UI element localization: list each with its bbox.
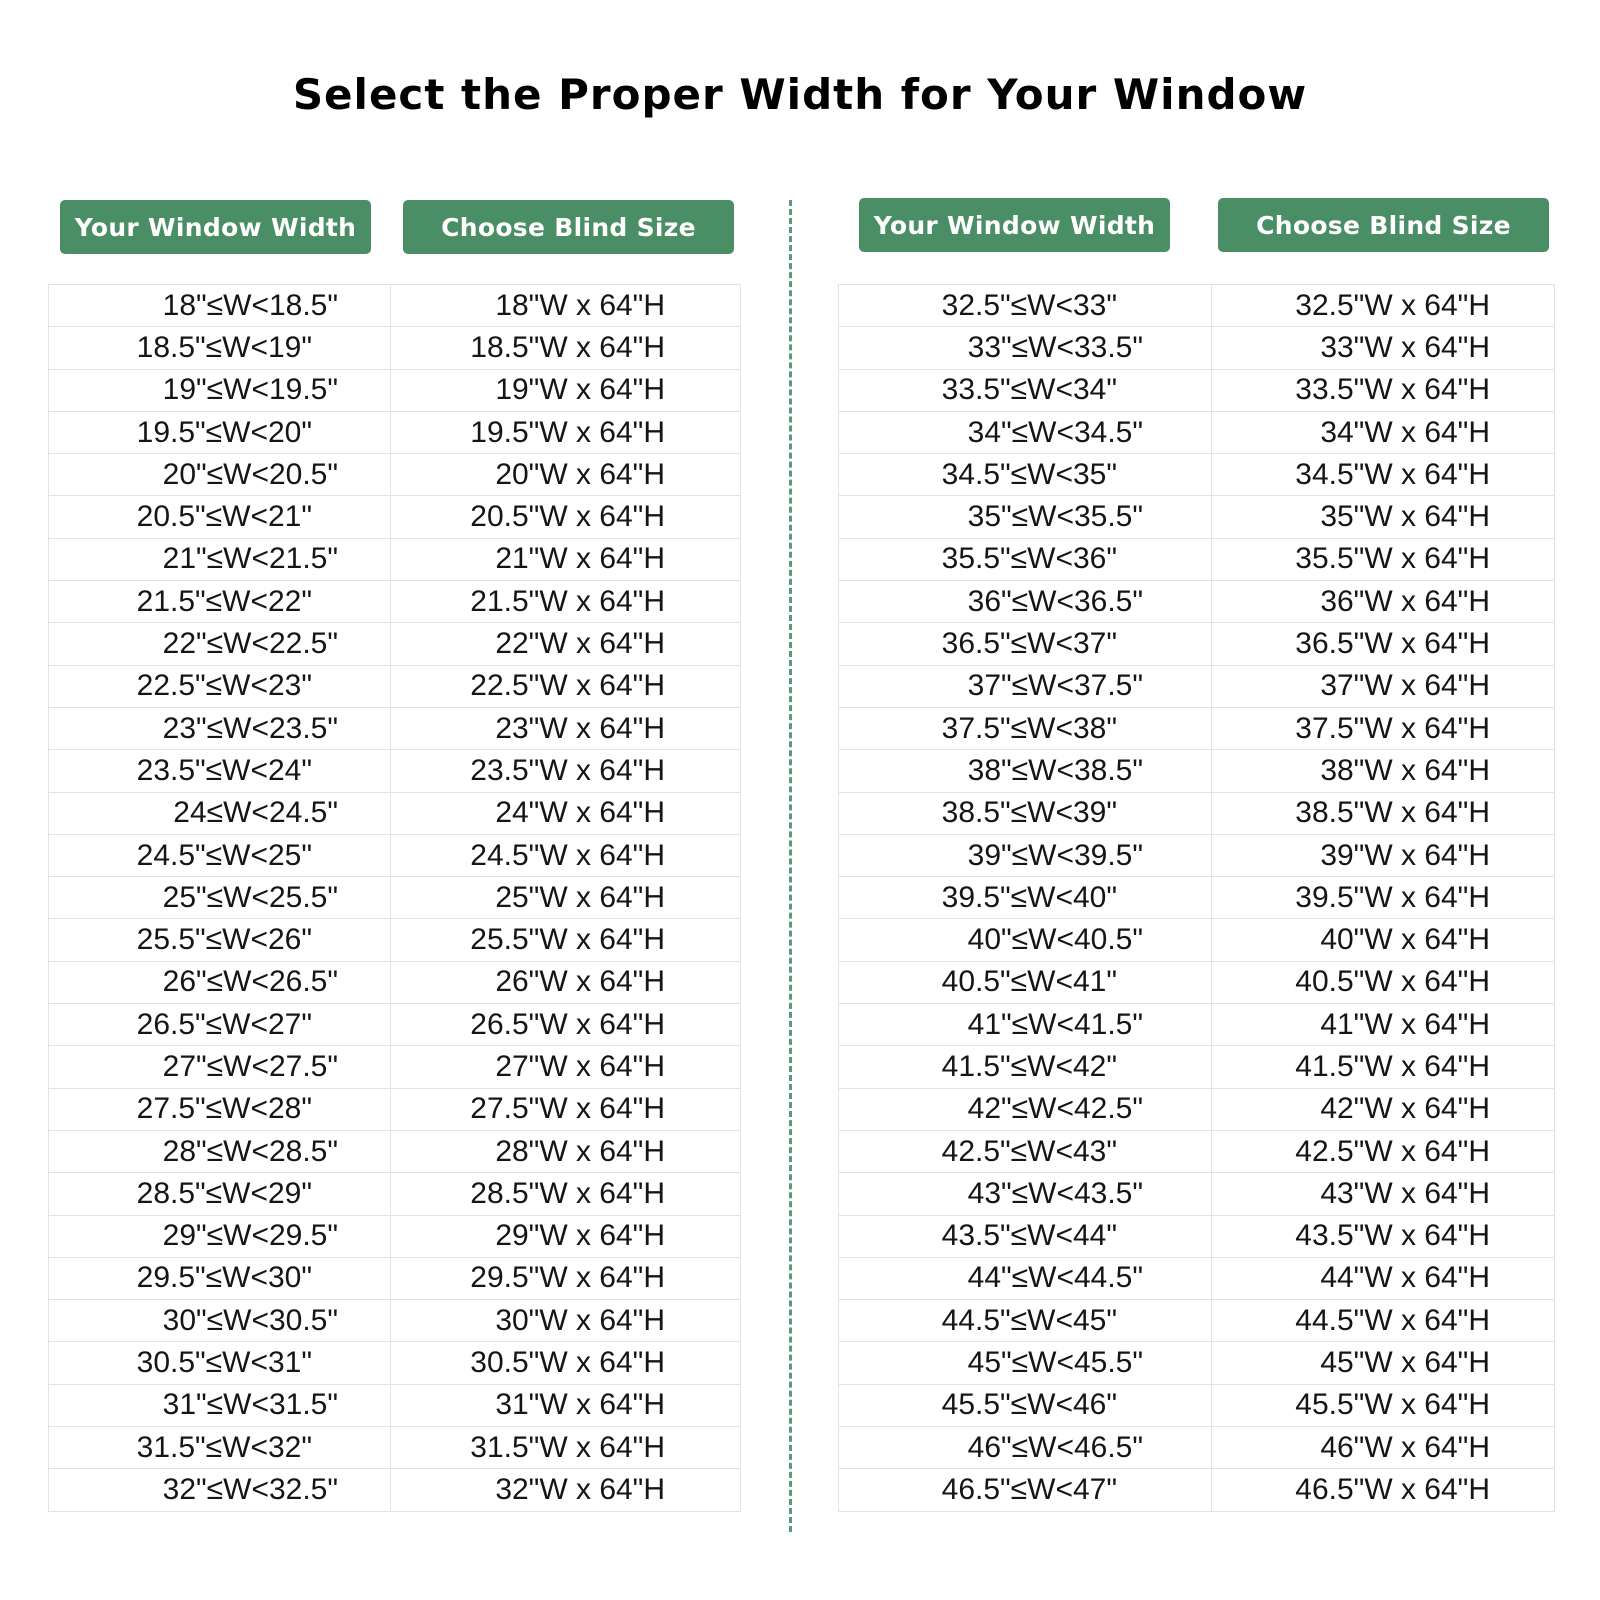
blind-size: 44.5"W x 64"H bbox=[1212, 1300, 1555, 1342]
table-row bbox=[49, 1173, 741, 1215]
window-width-range: 44"≤W<44.5" bbox=[839, 1257, 1212, 1299]
blind-size: 40"W x 64"H bbox=[1212, 919, 1555, 961]
table-row bbox=[839, 1257, 1555, 1299]
window-width-range: 30.5"≤W<31" bbox=[49, 1342, 391, 1384]
blind-size: 32"W x 64"H bbox=[391, 1469, 741, 1511]
table-row bbox=[49, 750, 741, 792]
window-width-range: 29"≤W<29.5" bbox=[49, 1215, 391, 1257]
table-row bbox=[839, 877, 1555, 919]
window-width-range: 44.5"≤W<45" bbox=[839, 1300, 1212, 1342]
table-row bbox=[49, 1130, 741, 1172]
table-row bbox=[49, 581, 741, 623]
window-width-range: 46.5"≤W<47" bbox=[839, 1469, 1212, 1511]
blind-size: 45.5"W x 64"H bbox=[1212, 1384, 1555, 1426]
window-width-range: 18"≤W<18.5" bbox=[49, 285, 391, 327]
blind-size: 18.5"W x 64"H bbox=[391, 327, 741, 369]
window-width-range: 19.5"≤W<20" bbox=[49, 411, 391, 453]
window-width-range: 45.5"≤W<46" bbox=[839, 1384, 1212, 1426]
window-width-range: 30"≤W<30.5" bbox=[49, 1300, 391, 1342]
table-row bbox=[49, 411, 741, 453]
window-width-range: 39.5"≤W<40" bbox=[839, 877, 1212, 919]
blind-size: 37"W x 64"H bbox=[1212, 665, 1555, 707]
table-row bbox=[49, 496, 741, 538]
blind-size: 46"W x 64"H bbox=[1212, 1427, 1555, 1469]
blind-size: 41"W x 64"H bbox=[1212, 1004, 1555, 1046]
blind-size: 21"W x 64"H bbox=[391, 538, 741, 580]
blind-size: 39"W x 64"H bbox=[1212, 834, 1555, 876]
table-row bbox=[839, 1342, 1555, 1384]
window-width-range: 38.5"≤W<39" bbox=[839, 792, 1212, 834]
table-row bbox=[49, 454, 741, 496]
window-width-range: 43.5"≤W<44" bbox=[839, 1215, 1212, 1257]
table-row bbox=[49, 1215, 741, 1257]
blind-size: 24.5"W x 64"H bbox=[391, 834, 741, 876]
window-width-range: 41.5"≤W<42" bbox=[839, 1046, 1212, 1088]
table-row bbox=[839, 454, 1555, 496]
window-width-range: 18.5"≤W<19" bbox=[49, 327, 391, 369]
table-row bbox=[49, 961, 741, 1003]
table-row bbox=[839, 919, 1555, 961]
table-row bbox=[49, 285, 741, 327]
table-row bbox=[49, 1088, 741, 1130]
right-size-header: Choose Blind Size bbox=[1218, 198, 1549, 252]
blind-size: 42"W x 64"H bbox=[1212, 1088, 1555, 1130]
window-width-range: 42"≤W<42.5" bbox=[839, 1088, 1212, 1130]
blind-size: 24"W x 64"H bbox=[391, 792, 741, 834]
blind-size: 44"W x 64"H bbox=[1212, 1257, 1555, 1299]
table-row bbox=[49, 369, 741, 411]
table-row bbox=[839, 750, 1555, 792]
table-row bbox=[839, 538, 1555, 580]
table-row bbox=[49, 1342, 741, 1384]
table-row bbox=[49, 327, 741, 369]
window-width-range: 22"≤W<22.5" bbox=[49, 623, 391, 665]
blind-size: 21.5"W x 64"H bbox=[391, 581, 741, 623]
blind-size: 43.5"W x 64"H bbox=[1212, 1215, 1555, 1257]
window-width-range: 36.5"≤W<37" bbox=[839, 623, 1212, 665]
blind-size: 23.5"W x 64"H bbox=[391, 750, 741, 792]
table-row bbox=[839, 623, 1555, 665]
table-row bbox=[49, 792, 741, 834]
table-row bbox=[49, 538, 741, 580]
table-row bbox=[49, 623, 741, 665]
window-width-range: 33.5"≤W<34" bbox=[839, 369, 1212, 411]
window-width-range: 40.5"≤W<41" bbox=[839, 961, 1212, 1003]
blind-size: 25"W x 64"H bbox=[391, 877, 741, 919]
window-width-range: 20.5"≤W<21" bbox=[49, 496, 391, 538]
blind-size: 46.5"W x 64"H bbox=[1212, 1469, 1555, 1511]
table-row bbox=[49, 707, 741, 749]
window-width-range: 23"≤W<23.5" bbox=[49, 707, 391, 749]
blind-size: 43"W x 64"H bbox=[1212, 1173, 1555, 1215]
blind-size: 34.5"W x 64"H bbox=[1212, 454, 1555, 496]
blind-size: 22.5"W x 64"H bbox=[391, 665, 741, 707]
table-row bbox=[839, 1300, 1555, 1342]
blind-size: 20"W x 64"H bbox=[391, 454, 741, 496]
window-width-range: 22.5"≤W<23" bbox=[49, 665, 391, 707]
left-width-header: Your Window Width bbox=[60, 200, 371, 254]
window-width-range: 24.5"≤W<25" bbox=[49, 834, 391, 876]
window-width-range: 41"≤W<41.5" bbox=[839, 1004, 1212, 1046]
blind-size: 30"W x 64"H bbox=[391, 1300, 741, 1342]
table-row bbox=[839, 792, 1555, 834]
table-row bbox=[49, 1300, 741, 1342]
blind-size: 39.5"W x 64"H bbox=[1212, 877, 1555, 919]
blind-size: 31"W x 64"H bbox=[391, 1384, 741, 1426]
window-width-range: 40"≤W<40.5" bbox=[839, 919, 1212, 961]
window-width-range: 21"≤W<21.5" bbox=[49, 538, 391, 580]
table-row bbox=[839, 1215, 1555, 1257]
right-size-table bbox=[838, 284, 1555, 1512]
window-width-range: 23.5"≤W<24" bbox=[49, 750, 391, 792]
blind-size: 32.5"W x 64"H bbox=[1212, 285, 1555, 327]
window-width-range: 26"≤W<26.5" bbox=[49, 961, 391, 1003]
table-row bbox=[839, 1004, 1555, 1046]
blind-size: 35.5"W x 64"H bbox=[1212, 538, 1555, 580]
table-row bbox=[839, 1173, 1555, 1215]
window-width-range: 27.5"≤W<28" bbox=[49, 1088, 391, 1130]
page-title: Select the Proper Width for Your Window bbox=[292, 70, 1308, 119]
blind-size: 19"W x 64"H bbox=[391, 369, 741, 411]
table-row bbox=[839, 961, 1555, 1003]
table-row bbox=[839, 1130, 1555, 1172]
blind-size: 30.5"W x 64"H bbox=[391, 1342, 741, 1384]
window-width-range: 33"≤W<33.5" bbox=[839, 327, 1212, 369]
window-width-range: 25"≤W<25.5" bbox=[49, 877, 391, 919]
table-row bbox=[49, 1384, 741, 1426]
blind-size: 33.5"W x 64"H bbox=[1212, 369, 1555, 411]
window-width-range: 39"≤W<39.5" bbox=[839, 834, 1212, 876]
window-width-range: 37.5"≤W<38" bbox=[839, 707, 1212, 749]
window-width-range: 37"≤W<37.5" bbox=[839, 665, 1212, 707]
window-width-range: 31"≤W<31.5" bbox=[49, 1384, 391, 1426]
window-width-range: 34.5"≤W<35" bbox=[839, 454, 1212, 496]
right-width-header: Your Window Width bbox=[859, 198, 1170, 252]
window-width-range: 46"≤W<46.5" bbox=[839, 1427, 1212, 1469]
window-width-range: 20"≤W<20.5" bbox=[49, 454, 391, 496]
blind-size: 28.5"W x 64"H bbox=[391, 1173, 741, 1215]
window-width-range: 32"≤W<32.5" bbox=[49, 1469, 391, 1511]
blind-size: 31.5"W x 64"H bbox=[391, 1427, 741, 1469]
table-row bbox=[839, 581, 1555, 623]
blind-size: 19.5"W x 64"H bbox=[391, 411, 741, 453]
blind-size: 34"W x 64"H bbox=[1212, 411, 1555, 453]
window-width-range: 35.5"≤W<36" bbox=[839, 538, 1212, 580]
blind-size: 36"W x 64"H bbox=[1212, 581, 1555, 623]
blind-size: 33"W x 64"H bbox=[1212, 327, 1555, 369]
blind-size: 29.5"W x 64"H bbox=[391, 1257, 741, 1299]
blind-size: 45"W x 64"H bbox=[1212, 1342, 1555, 1384]
blind-size: 38.5"W x 64"H bbox=[1212, 792, 1555, 834]
table-row bbox=[839, 834, 1555, 876]
blind-size: 42.5"W x 64"H bbox=[1212, 1130, 1555, 1172]
table-row bbox=[49, 877, 741, 919]
table-row bbox=[49, 1469, 741, 1511]
table-row bbox=[839, 327, 1555, 369]
left-size-table bbox=[48, 284, 741, 1512]
window-width-range: 43"≤W<43.5" bbox=[839, 1173, 1212, 1215]
blind-size: 26.5"W x 64"H bbox=[391, 1004, 741, 1046]
blind-size: 41.5"W x 64"H bbox=[1212, 1046, 1555, 1088]
window-width-range: 27"≤W<27.5" bbox=[49, 1046, 391, 1088]
window-width-range: 38"≤W<38.5" bbox=[839, 750, 1212, 792]
table-row bbox=[839, 1088, 1555, 1130]
table-row bbox=[839, 1046, 1555, 1088]
blind-size: 26"W x 64"H bbox=[391, 961, 741, 1003]
window-width-range: 19"≤W<19.5" bbox=[49, 369, 391, 411]
window-width-range: 26.5"≤W<27" bbox=[49, 1004, 391, 1046]
blind-size: 20.5"W x 64"H bbox=[391, 496, 741, 538]
table-row bbox=[49, 1257, 741, 1299]
window-width-range: 24≤W<24.5" bbox=[49, 792, 391, 834]
window-width-range: 45"≤W<45.5" bbox=[839, 1342, 1212, 1384]
left-size-header: Choose Blind Size bbox=[403, 200, 734, 254]
table-row bbox=[49, 1046, 741, 1088]
table-row bbox=[839, 285, 1555, 327]
window-width-range: 42.5"≤W<43" bbox=[839, 1130, 1212, 1172]
window-width-range: 25.5"≤W<26" bbox=[49, 919, 391, 961]
blind-size: 28"W x 64"H bbox=[391, 1130, 741, 1172]
window-width-range: 21.5"≤W<22" bbox=[49, 581, 391, 623]
window-width-range: 29.5"≤W<30" bbox=[49, 1257, 391, 1299]
blind-size: 27.5"W x 64"H bbox=[391, 1088, 741, 1130]
table-row bbox=[49, 1004, 741, 1046]
table-row bbox=[839, 1384, 1555, 1426]
table-row bbox=[49, 665, 741, 707]
table-row bbox=[839, 707, 1555, 749]
window-width-range: 31.5"≤W<32" bbox=[49, 1427, 391, 1469]
window-width-range: 32.5"≤W<33" bbox=[839, 285, 1212, 327]
window-width-range: 36"≤W<36.5" bbox=[839, 581, 1212, 623]
blind-size: 22"W x 64"H bbox=[391, 623, 741, 665]
blind-size: 37.5"W x 64"H bbox=[1212, 707, 1555, 749]
window-width-range: 28"≤W<28.5" bbox=[49, 1130, 391, 1172]
table-row bbox=[839, 665, 1555, 707]
blind-size: 38"W x 64"H bbox=[1212, 750, 1555, 792]
table-row bbox=[839, 1469, 1555, 1511]
blind-size: 40.5"W x 64"H bbox=[1212, 961, 1555, 1003]
blind-size: 35"W x 64"H bbox=[1212, 496, 1555, 538]
blind-size: 18"W x 64"H bbox=[391, 285, 741, 327]
blind-size: 25.5"W x 64"H bbox=[391, 919, 741, 961]
table-row bbox=[49, 1427, 741, 1469]
blind-size: 36.5"W x 64"H bbox=[1212, 623, 1555, 665]
table-row bbox=[839, 411, 1555, 453]
window-width-range: 35"≤W<35.5" bbox=[839, 496, 1212, 538]
column-divider bbox=[789, 200, 792, 1532]
table-row bbox=[49, 834, 741, 876]
blind-size: 27"W x 64"H bbox=[391, 1046, 741, 1088]
table-row bbox=[839, 369, 1555, 411]
table-row bbox=[839, 1427, 1555, 1469]
table-row bbox=[49, 919, 741, 961]
window-width-range: 34"≤W<34.5" bbox=[839, 411, 1212, 453]
blind-size: 29"W x 64"H bbox=[391, 1215, 741, 1257]
table-row bbox=[839, 496, 1555, 538]
blind-size: 23"W x 64"H bbox=[391, 707, 741, 749]
window-width-range: 28.5"≤W<29" bbox=[49, 1173, 391, 1215]
